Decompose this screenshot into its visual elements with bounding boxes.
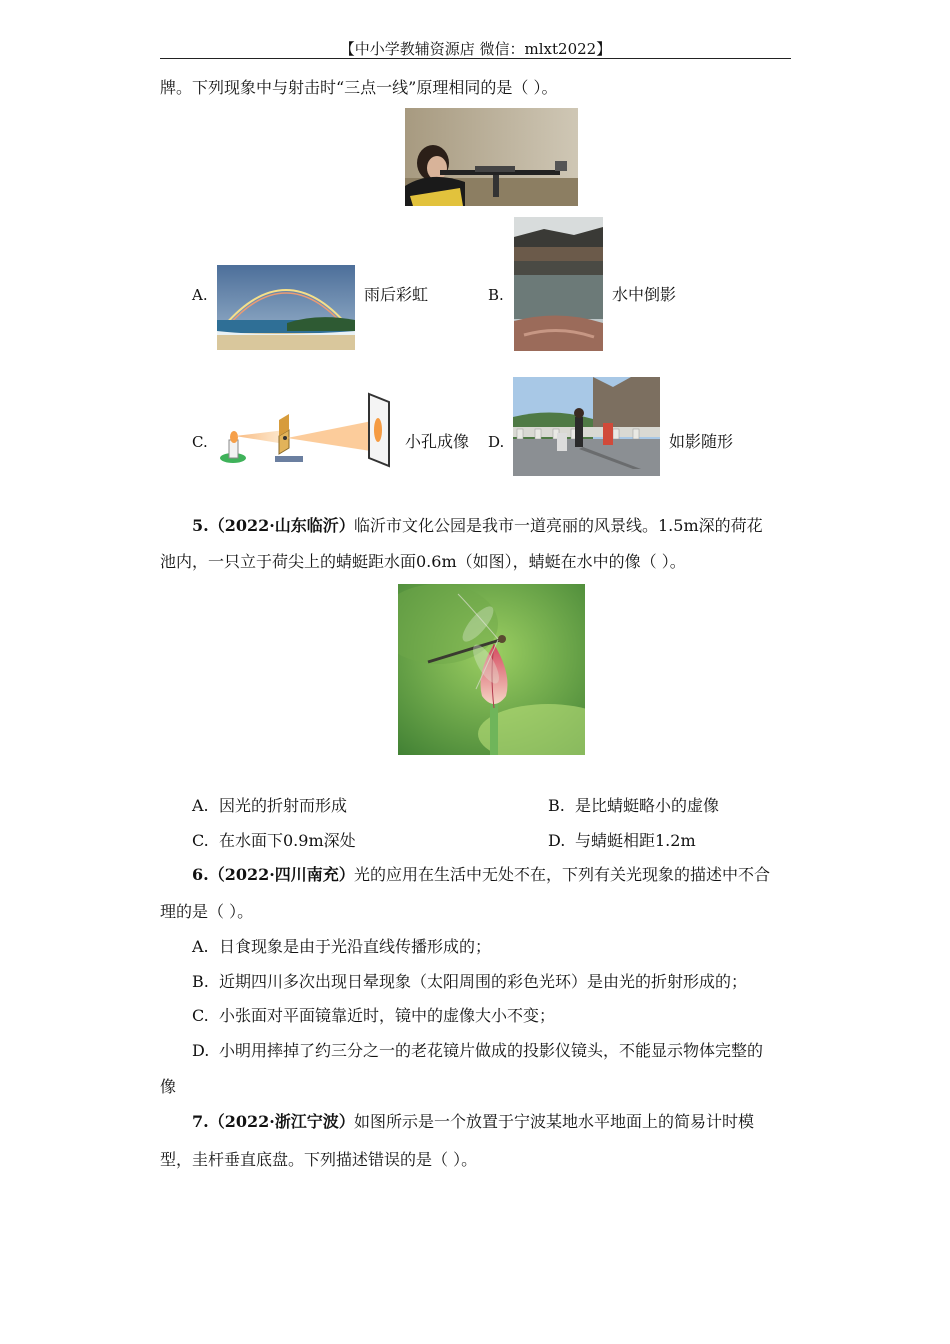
q5-option-a-letter: A. xyxy=(192,796,209,815)
q6-option-a-text: 日食现象是由于光沿直线传播形成的； xyxy=(219,937,492,956)
dragonfly-photo xyxy=(398,584,585,755)
q7-tag: 7.（2022·浙江宁波） xyxy=(192,1112,355,1131)
water-reflection-photo xyxy=(514,217,603,351)
q4-option-d-text: 如影随形 xyxy=(669,432,734,451)
q5-option-d-text: 与蜻蜓相距1.2m xyxy=(575,831,696,850)
q6-option-b-letter: B. xyxy=(192,972,209,991)
q4-option-a-letter: A. xyxy=(192,286,208,304)
q7-stem-line2: 型，圭杆垂直底盘。下列描述错误的是（ ）。 xyxy=(160,1150,478,1169)
q5-option-b-text: 是比蜻蜓略小的虚像 xyxy=(575,796,720,815)
q7-stem-line1: 如图所示是一个放置于宁波某地水平地面上的简易计时模 xyxy=(354,1112,755,1131)
q5-stem-line2: 池内，一只立于荷尖上的蜻蜓距水面0.6m（如图），蜻蜓在水中的像（ ）。 xyxy=(160,552,686,571)
q6-stem-line2: 理的是（ ）。 xyxy=(160,902,254,921)
header-divider xyxy=(160,58,791,59)
q6-option-d-letter: D. xyxy=(192,1041,210,1060)
q4-option-d-letter: D. xyxy=(488,433,505,451)
q4-option-a-text: 雨后彩虹 xyxy=(364,285,429,304)
rainbow-photo xyxy=(217,265,355,350)
q6-option-c-letter: C. xyxy=(192,1006,209,1025)
q4-option-c-letter: C. xyxy=(192,433,208,451)
q6-option-a-letter: A. xyxy=(192,937,209,956)
q5-option-d-letter: D. xyxy=(548,831,566,850)
q4-stem: 牌。下列现象中与射击时“三点一线”原理相同的是（ ）。 xyxy=(160,78,558,97)
q5-option-c-letter: C. xyxy=(192,831,209,850)
q6-option-b-text: 近期四川多次出现日晕现象（太阳周围的彩色光环）是由光的折射形成的； xyxy=(219,972,748,991)
q5-option-b-letter: B. xyxy=(548,796,565,815)
q4-option-b-letter: B. xyxy=(488,286,504,304)
q4-option-b-text: 水中倒影 xyxy=(612,285,677,304)
q5-option-a-text: 因光的折射而形成 xyxy=(219,796,348,815)
page-header: 【中小学教辅资源店 微信：mlxt2022】 xyxy=(339,40,612,58)
shadow-photo xyxy=(513,377,660,476)
q6-tag: 6.（2022·四川南充） xyxy=(192,865,355,884)
q6-stem-line1: 光的应用在生活中无处不在，下列有关光现象的描述中不合 xyxy=(354,865,771,884)
shooter-photo xyxy=(405,108,578,206)
q5-tag: 5.（2022·山东临沂） xyxy=(192,516,355,535)
pinhole-diagram xyxy=(217,390,397,468)
q6-option-d-text: 小明用摔掉了约三分之一的老花镜片做成的投影仪镜头，不能显示物体完整的 xyxy=(219,1041,764,1060)
q5-stem-line1: 临沂市文化公园是我市一道亮丽的风景线。1.5m深的荷花 xyxy=(354,516,763,535)
q6-option-d-continuation: 像 xyxy=(160,1077,177,1096)
q4-option-c-text: 小孔成像 xyxy=(405,432,470,451)
q6-option-c-text: 小张面对平面镜靠近时，镜中的虚像大小不变； xyxy=(219,1006,556,1025)
q5-option-c-text: 在水面下0.9m深处 xyxy=(219,831,356,850)
